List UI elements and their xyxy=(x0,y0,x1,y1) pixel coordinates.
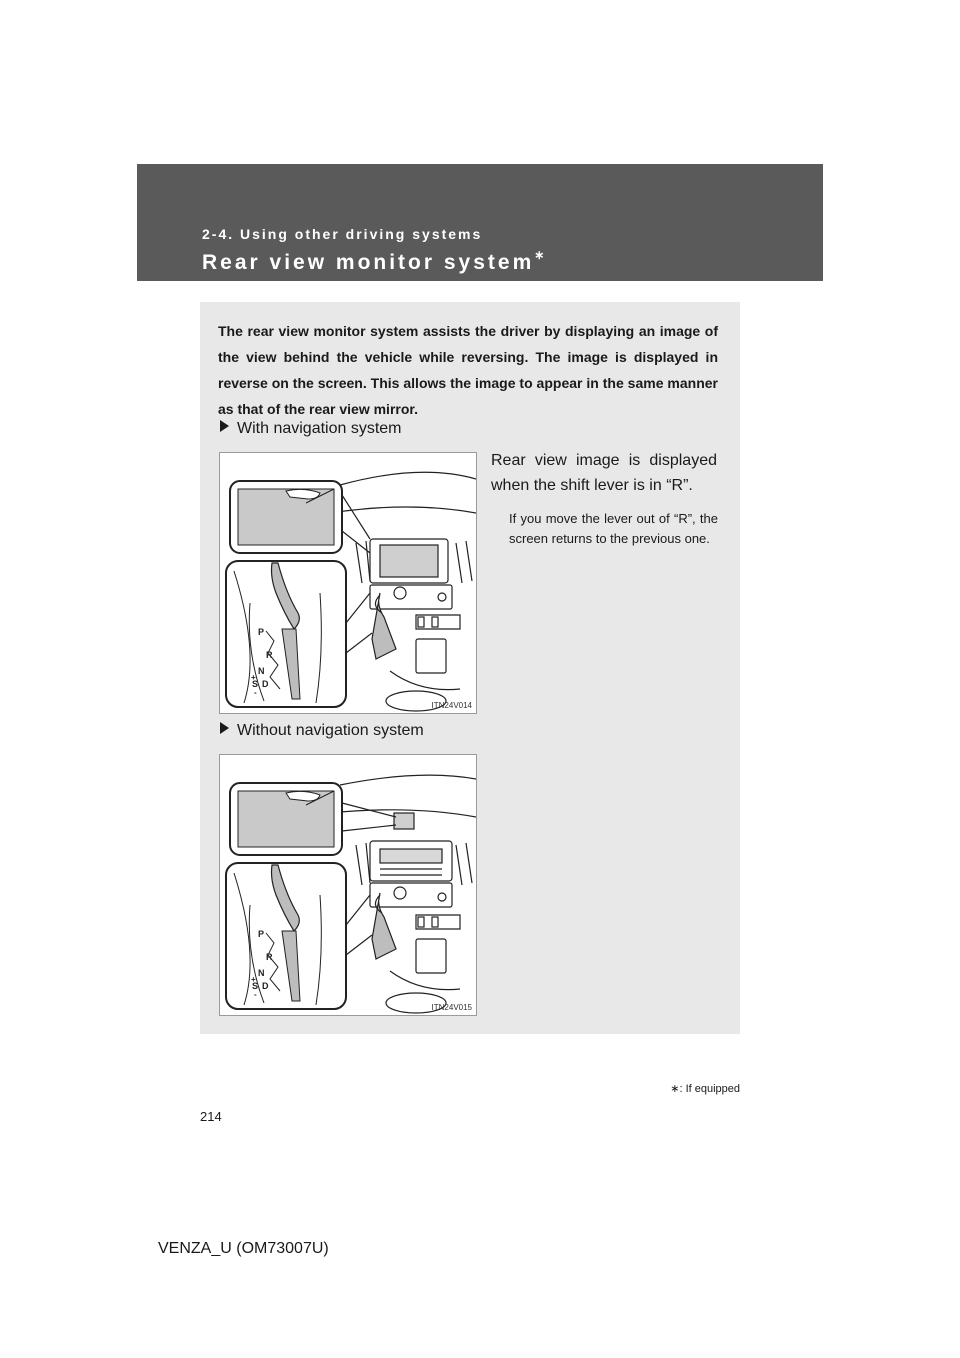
shift-label-minus: - xyxy=(254,990,257,999)
rear-view-note: If you move the lever out of “R”, the screen returns to the previous one. xyxy=(509,511,718,546)
shift-label-plus: + xyxy=(251,975,256,984)
page-title xyxy=(202,248,544,275)
shift-label-s: S xyxy=(252,981,259,991)
shift-label-r: R xyxy=(266,650,273,660)
shift-label-minus: - xyxy=(254,688,257,697)
shift-label-s: S xyxy=(252,679,259,689)
shift-label-n: N xyxy=(258,666,265,676)
figure-with-navigation xyxy=(219,452,477,714)
triangle-bullet-icon xyxy=(220,420,229,432)
dashboard-with-navigation-illustration xyxy=(220,453,476,713)
shift-label-p: P xyxy=(258,627,265,637)
shift-label-d: D xyxy=(262,679,269,689)
shift-label-d: D xyxy=(262,981,269,991)
page-number: 214 xyxy=(200,1109,222,1124)
model-code: VENZA_U (OM73007U) xyxy=(158,1240,329,1257)
section-label: 2-4. Using other driving systems xyxy=(202,226,483,242)
title-text: Rear view monitor system xyxy=(202,251,535,274)
heading-without-navigation-text: Without navigation system xyxy=(237,722,424,739)
heading-with-navigation xyxy=(220,420,402,438)
figure-without-navigation xyxy=(219,754,477,1016)
figure-code: ITN24V015 xyxy=(431,1003,472,1012)
if-equipped-mark: ∗ xyxy=(534,248,545,262)
shift-label-p: P xyxy=(258,929,265,939)
chapter-header xyxy=(137,164,823,281)
shift-label-r: R xyxy=(266,952,273,962)
shift-label-plus: + xyxy=(251,673,256,682)
if-equipped-footnote: ∗: If equipped xyxy=(670,1083,740,1095)
heading-without-navigation xyxy=(220,722,424,740)
dashboard-without-navigation-illustration xyxy=(220,755,476,1015)
rear-view-description: Rear view image is displayed when the shift lever is in “R”. xyxy=(491,452,717,494)
triangle-bullet-icon xyxy=(220,722,229,734)
shift-label-n: N xyxy=(258,968,265,978)
intro-paragraph: The rear view monitor system assists the driver by displaying an image of the view behind the vehicle while reversing. The image is displayed in reverse on the screen. This allows the image to appear in the same manner as that of the rear view mirror. xyxy=(218,323,718,417)
figure-code: ITN24V014 xyxy=(431,701,472,710)
heading-with-navigation-text: With navigation system xyxy=(237,420,402,437)
